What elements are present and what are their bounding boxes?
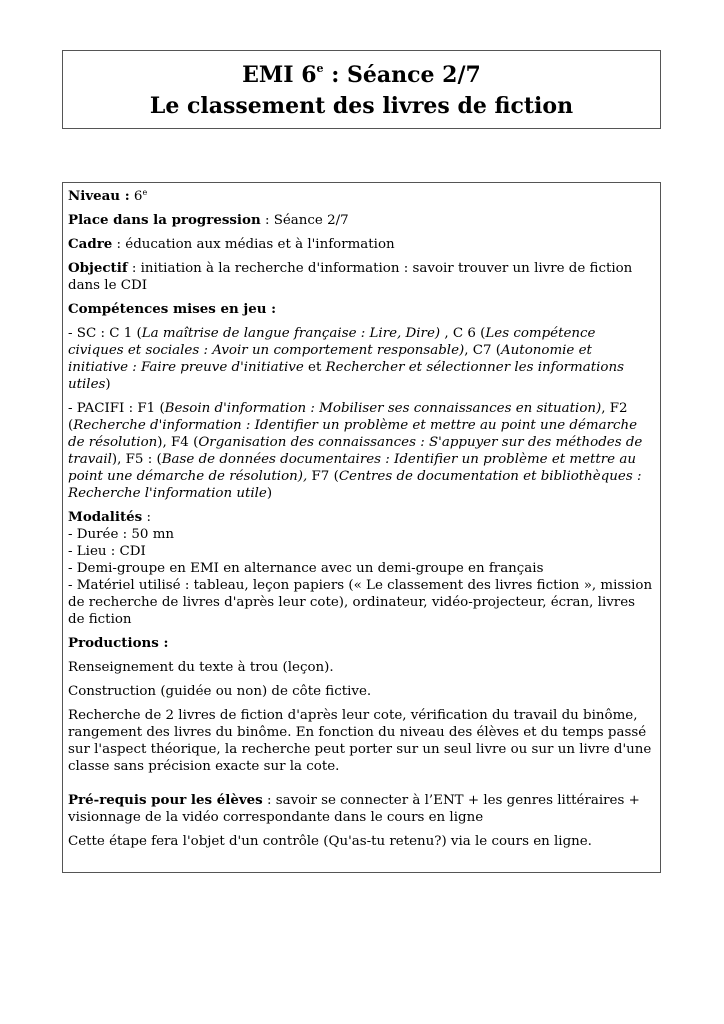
modalites-section: Modalités : - Durée : 50 mn - Lieu : CDI - Demi-groupe en EMI en alternance avec un demi-groupe en français - Matériel utilisé : tableau, leçon papiers (« Le classement des livres fiction », mission de recherche de livres d'après leur cote), ordinateur, vidéo-projecteur, écran, livres de fiction xyxy=(68,509,653,627)
prerequis-note: Cette étape fera l'objet d'un contrôle (Qu'as-tu retenu?) via le cours en ligne. xyxy=(68,834,592,849)
competences-pacifi-paragraph: - PACIFI : F1 (Besoin d'information : Mobiliser ses connaissances en situation), F2 (Recherche d'information : Identifier un problème et mettre au point une démarche de résolution), F4 (Organisation des connaissances : S'appuyer sur des méthodes de travail), F5 : (Base de données documentaires : Identifier un problème et mettre au point une démarche de résolution), F7 (Centres de documentation et bibliothèques : Recherche l'information utile) xyxy=(68,401,643,501)
title-line-1: EMI 6e : Séance 2/7 xyxy=(242,62,481,88)
modalites-item: - Lieu : CDI xyxy=(68,544,146,559)
productions-paragraph-3: Recherche de 2 livres de fiction d'après leur cote, vérification du travail du binôme, rangement des livres du binôme. En fonction du niveau des élèves et du temps passé sur l'aspect théorique, la recherche peut porter sur un seul livre ou sur un livre d'une classe sans précision exacte sur la cote. xyxy=(68,708,652,774)
modalites-item: - Demi-groupe en EMI en alternance avec un demi-groupe en français xyxy=(68,561,544,576)
prerequis-paragraph: Pré-requis pour les élèves : savoir se connecter à l’ENT + les genres littéraires + visionnage de la vidéo correspondante dans le cours en ligne xyxy=(68,792,640,825)
productions-paragraph-1: Renseignement du texte à trou (leçon). xyxy=(68,660,334,675)
document-title-box xyxy=(62,50,661,129)
lesson-details-box xyxy=(62,182,661,873)
title-line-2: Le classement des livres de fiction xyxy=(149,93,574,119)
productions-heading: Productions : xyxy=(68,635,169,651)
modalites-item: - Matériel utilisé : tableau, leçon papiers (« Le classement des livres fiction », mission de recherche de livres d'après leur cote), ordinateur, vidéo-projecteur, écran, livres de fiction xyxy=(68,578,653,627)
niveau-line: Niveau : 6e xyxy=(68,188,148,204)
section-spacer xyxy=(68,775,654,792)
cadre-line: Cadre : éducation aux médias et à l'information xyxy=(68,236,395,252)
modalites-item: - Durée : 50 mn xyxy=(68,527,175,542)
competences-heading: Compétences mises en jeu : xyxy=(68,301,277,317)
place-line: Place dans la progression : Séance 2/7 xyxy=(68,212,349,228)
productions-paragraph-2: Construction (guidée ou non) de côte fictive. xyxy=(68,684,372,699)
competences-sc-paragraph: - SC : C 1 (La maîtrise de langue française : Lire, Dire) , C 6 (Les compétence civiques et sociales : Avoir un comportement responsable), C7 (Autonomie et initiative : Faire preuve d'initiative et Rechercher et sélectionner les informations utiles) xyxy=(68,326,624,392)
objectif-paragraph: Objectif : initiation à la recherche d'information : savoir trouver un livre de fiction dans le CDI xyxy=(68,260,633,293)
